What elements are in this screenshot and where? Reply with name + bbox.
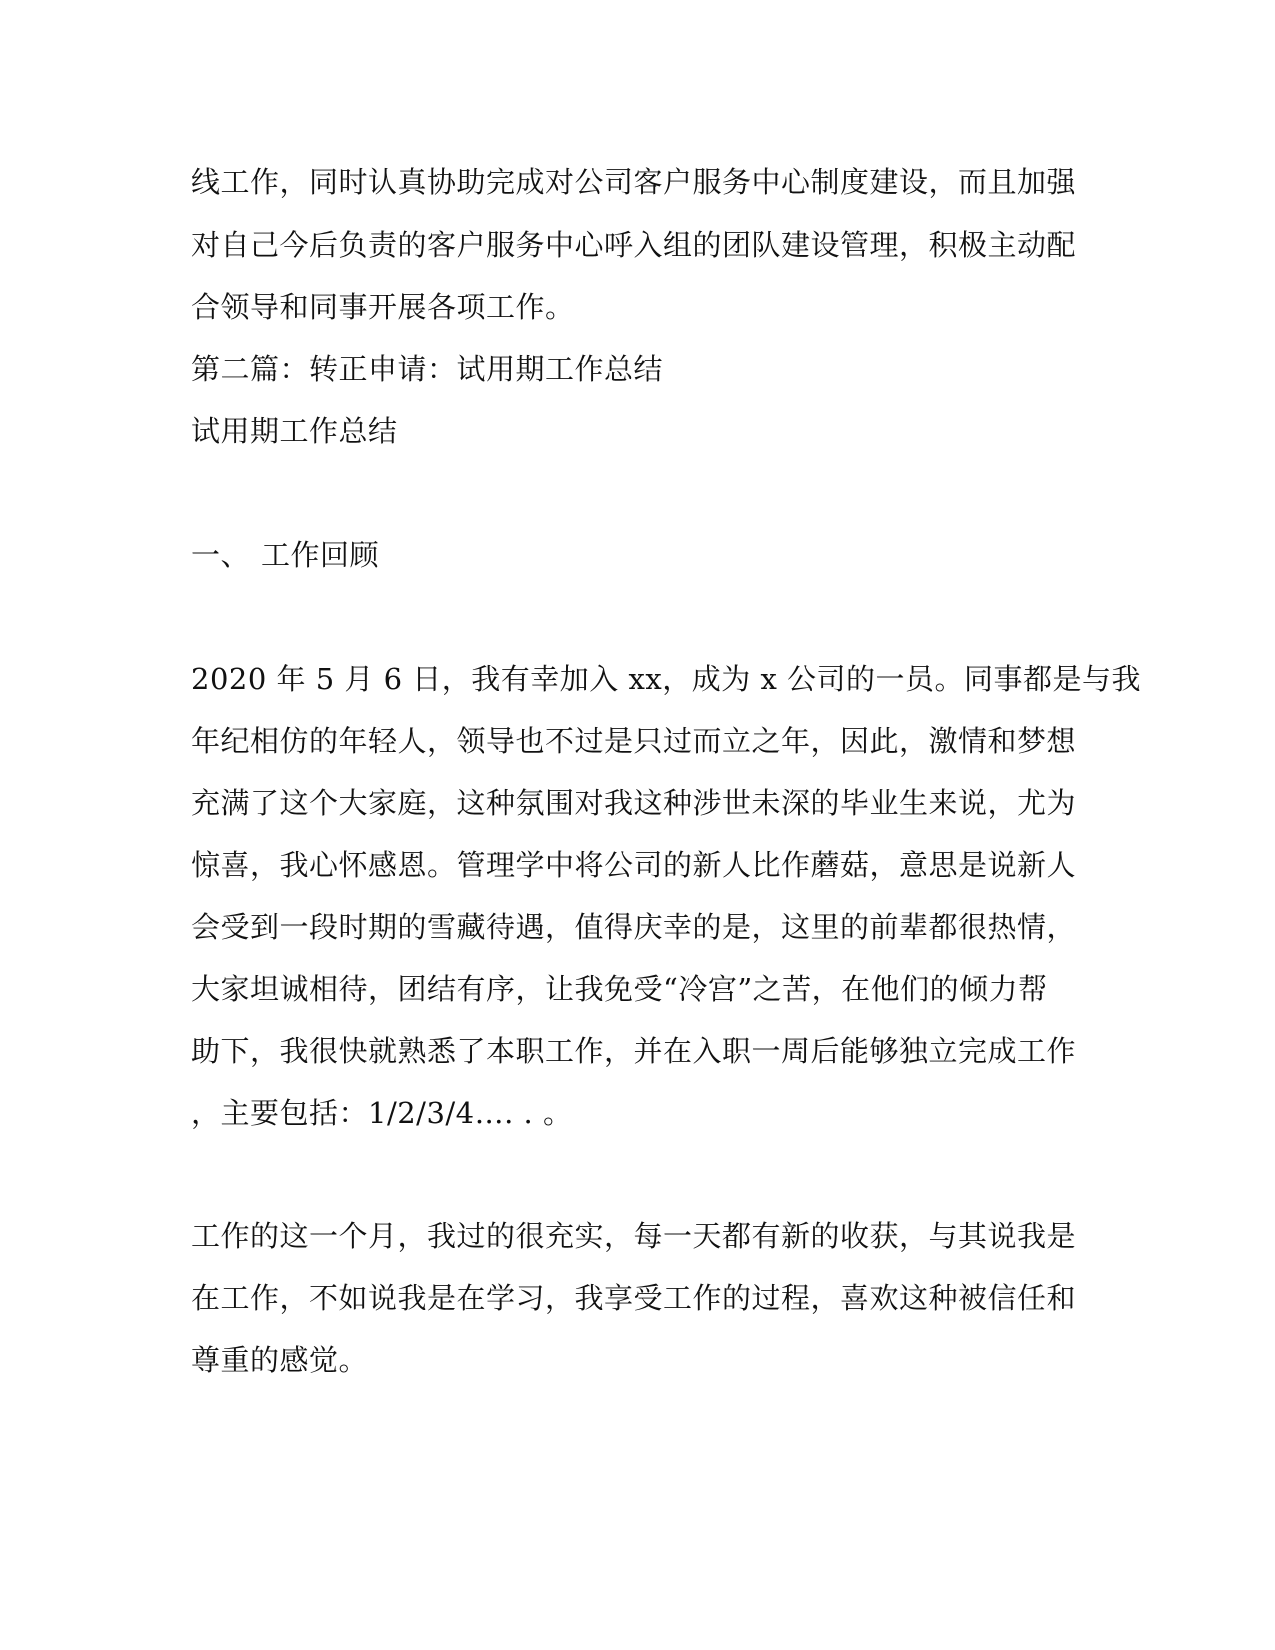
intro-line-3: 合领导和同事开展各项工作。 [191,290,575,324]
section-heading [191,535,1091,575]
paragraph1-line-7: 助下，我很快就熟悉了本职工作，并在入职一周后能够独立完成工作 [191,1034,1077,1068]
paragraph1-line-2: 年纪相仿的年轻人，领导也不过是只过而立之年，因此，激情和梦想 [191,724,1077,758]
paragraph1-line-4: 惊喜，我心怀感恩。管理学中将公司的新人比作蘑菇，意思是说新人 [191,848,1077,882]
section-number: 一、 [191,538,251,572]
section-title: 工作回顾 [261,538,380,572]
part-title: 第二篇：转正申请：试用期工作总结 [191,352,664,386]
paragraph1-line-3: 充满了这个大家庭，这种氛围对我这种涉世未深的毕业生来说，尤为 [191,786,1077,820]
paragraph2-line-2: 在工作，不如说我是在学习，我享受工作的过程，喜欢这种被信任和 [191,1281,1077,1315]
paragraph1-line-1: 2020 年 5 月 6 日，我有幸加入 xx，成为 x 公司的一员。同事都是与我 [191,662,1142,696]
paragraph2-line-1: 工作的这一个月，我过的很充实，每一天都有新的收获，与其说我是 [191,1219,1077,1253]
paragraph1-line-5: 会受到一段时期的雪藏待遇，值得庆幸的是，这里的前辈都很热情， [191,910,1077,944]
document-subtitle: 试用期工作总结 [191,414,398,448]
paragraph2-line-3: 尊重的感觉。 [191,1343,369,1377]
paragraph1-line-8: ，主要包括：1/2/3/4…. . 。 [191,1096,573,1130]
paragraph1-line-6: 大家坦诚相待，团结有序，让我免受“冷宫”之苦，在他们的倾力帮 [191,972,1048,1006]
intro-line-2: 对自己今后负责的客户服务中心呼入组的团队建设管理，积极主动配 [191,228,1077,262]
intro-line-1: 线工作，同时认真协助完成对公司客户服务中心制度建设，而且加强 [191,165,1077,199]
